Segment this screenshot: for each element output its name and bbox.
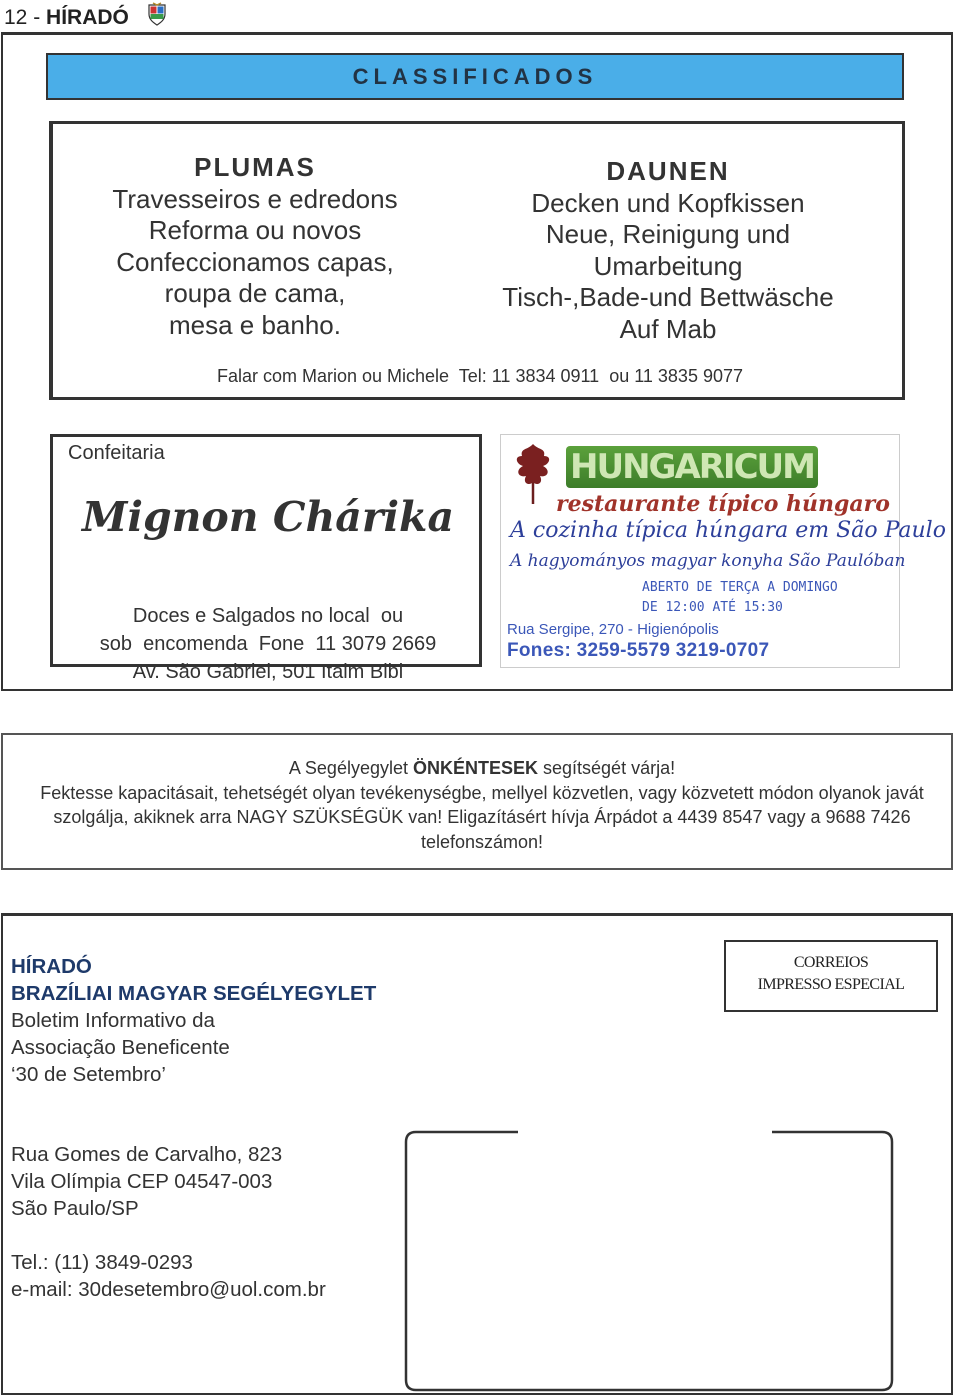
correios-line: CORREIOS xyxy=(793,954,869,971)
volunteer-notice xyxy=(20,756,944,854)
confeitaria-line: Doces e Salgados no local ou xyxy=(132,605,404,627)
daunen-line: Decken und Kopfkissen xyxy=(531,187,805,218)
headline-pre: A Segélyegylet xyxy=(288,758,413,778)
correios-stamp-box xyxy=(724,940,938,1012)
hungaricum-address: Rua Sergipe, 270 - Higienópolis xyxy=(507,621,719,638)
org-line: Associação Beneficente xyxy=(11,1036,230,1059)
newsletter-name: HÍRADÓ xyxy=(46,6,129,29)
page-header xyxy=(0,0,960,32)
plumas-line: mesa e banho. xyxy=(168,309,341,340)
address-line: Vila Olímpia CEP 04547-003 xyxy=(11,1170,273,1193)
volunteer-body: Fektesse kapacitásait, tehetségét olyan tevékenységbe, mellyel közvetlen, vagy közvetett módon olyanok javát szolgálja, akiknek arra NAGY SZÜKSÉGÜK van! Eligazításért hívja Árpádot a 4439 8547 vagy a 9688 7426 telefonszámon! xyxy=(40,782,924,852)
hungaricum-pt-slogan: A cozinha típica húngara em São Paulo xyxy=(510,518,946,543)
daunen-line: Auf Mab xyxy=(619,313,717,344)
recipient-address-window xyxy=(404,1130,894,1392)
address-line: Rua Gomes de Carvalho, 823 xyxy=(11,1143,283,1166)
banner-title: CLASSIFICADOS xyxy=(352,63,598,89)
confeitaria-label: Confeitaria xyxy=(68,442,165,464)
oak-leaf-icon xyxy=(510,440,556,506)
hungaricum-logo: HUNGARICUM xyxy=(566,446,818,488)
daunen-line: Umarbeitung xyxy=(593,250,743,281)
org-line: Boletim Informativo da xyxy=(11,1009,215,1032)
page-number: 12 - xyxy=(4,6,47,29)
org-name: BRAZÍLIAI MAGYAR SEGÉLYEGYLET xyxy=(11,982,377,1005)
org-line: ‘30 de Setembro’ xyxy=(11,1063,166,1086)
plumas-line: roupa de cama, xyxy=(164,278,346,308)
hours-line: ABERTO DE TERÇA A DOMINGO xyxy=(642,580,838,595)
email: e-mail: 30desetembro@uol.com.br xyxy=(11,1278,326,1301)
hours-line: DE 12:00 ATÉ 15:30 xyxy=(642,600,783,615)
contact-block xyxy=(11,1249,326,1303)
confeitaria-details xyxy=(58,574,478,714)
correios-line: IMPRESSO ESPECIAL xyxy=(757,976,905,993)
address-block xyxy=(11,1141,282,1222)
hungaricum-hu-slogan: A hagyományos magyar konyha São Paulóban xyxy=(510,551,906,571)
daunen-title: DAUNEN xyxy=(606,156,730,186)
confeitaria-line: sob encomenda Fone 11 3079 2669 xyxy=(99,633,437,655)
plumas-line: Travesseiros e edredons xyxy=(112,183,398,214)
plumas-portuguese-column xyxy=(70,152,440,341)
headline-post: segítségét várja! xyxy=(538,758,676,778)
plumas-contact: Falar com Marion ou Michele Tel: 11 3834 0911 ou 11 3835 9077 xyxy=(216,366,743,386)
daunen-line: Tisch-,Bade-und Bettwäsche xyxy=(502,282,834,312)
daunen-line: Neue, Reinigung und xyxy=(545,219,791,249)
volunteer-headline xyxy=(20,756,944,781)
hungaricum-subtitle: restaurante típico húngaro xyxy=(556,491,890,517)
daunen-german-column xyxy=(470,156,866,345)
address-line: São Paulo/SP xyxy=(11,1197,139,1220)
plumas-line: Confeccionamos capas, xyxy=(116,246,394,277)
coat-of-arms-icon xyxy=(146,2,168,26)
hungaricum-hours xyxy=(642,578,838,618)
page-header-text xyxy=(4,6,129,30)
telephone: Tel.: (11) 3849-0293 xyxy=(11,1251,193,1274)
confeitaria-name: Mignon Chárika xyxy=(81,493,455,541)
headline-bold: ÖNKÉNTESEK xyxy=(413,758,539,778)
hungaricum-phones: Fones: 3259-5579 3219-0707 xyxy=(507,640,770,661)
classificados-banner xyxy=(46,53,904,100)
plumas-line: Reforma ou novos xyxy=(148,215,362,245)
org-title: HÍRADÓ xyxy=(11,955,92,978)
plumas-title: PLUMAS xyxy=(194,152,316,182)
organization-block xyxy=(11,953,376,1088)
confeitaria-line: Av. São Gabriel, 501 Itaim Bibi xyxy=(132,661,404,683)
